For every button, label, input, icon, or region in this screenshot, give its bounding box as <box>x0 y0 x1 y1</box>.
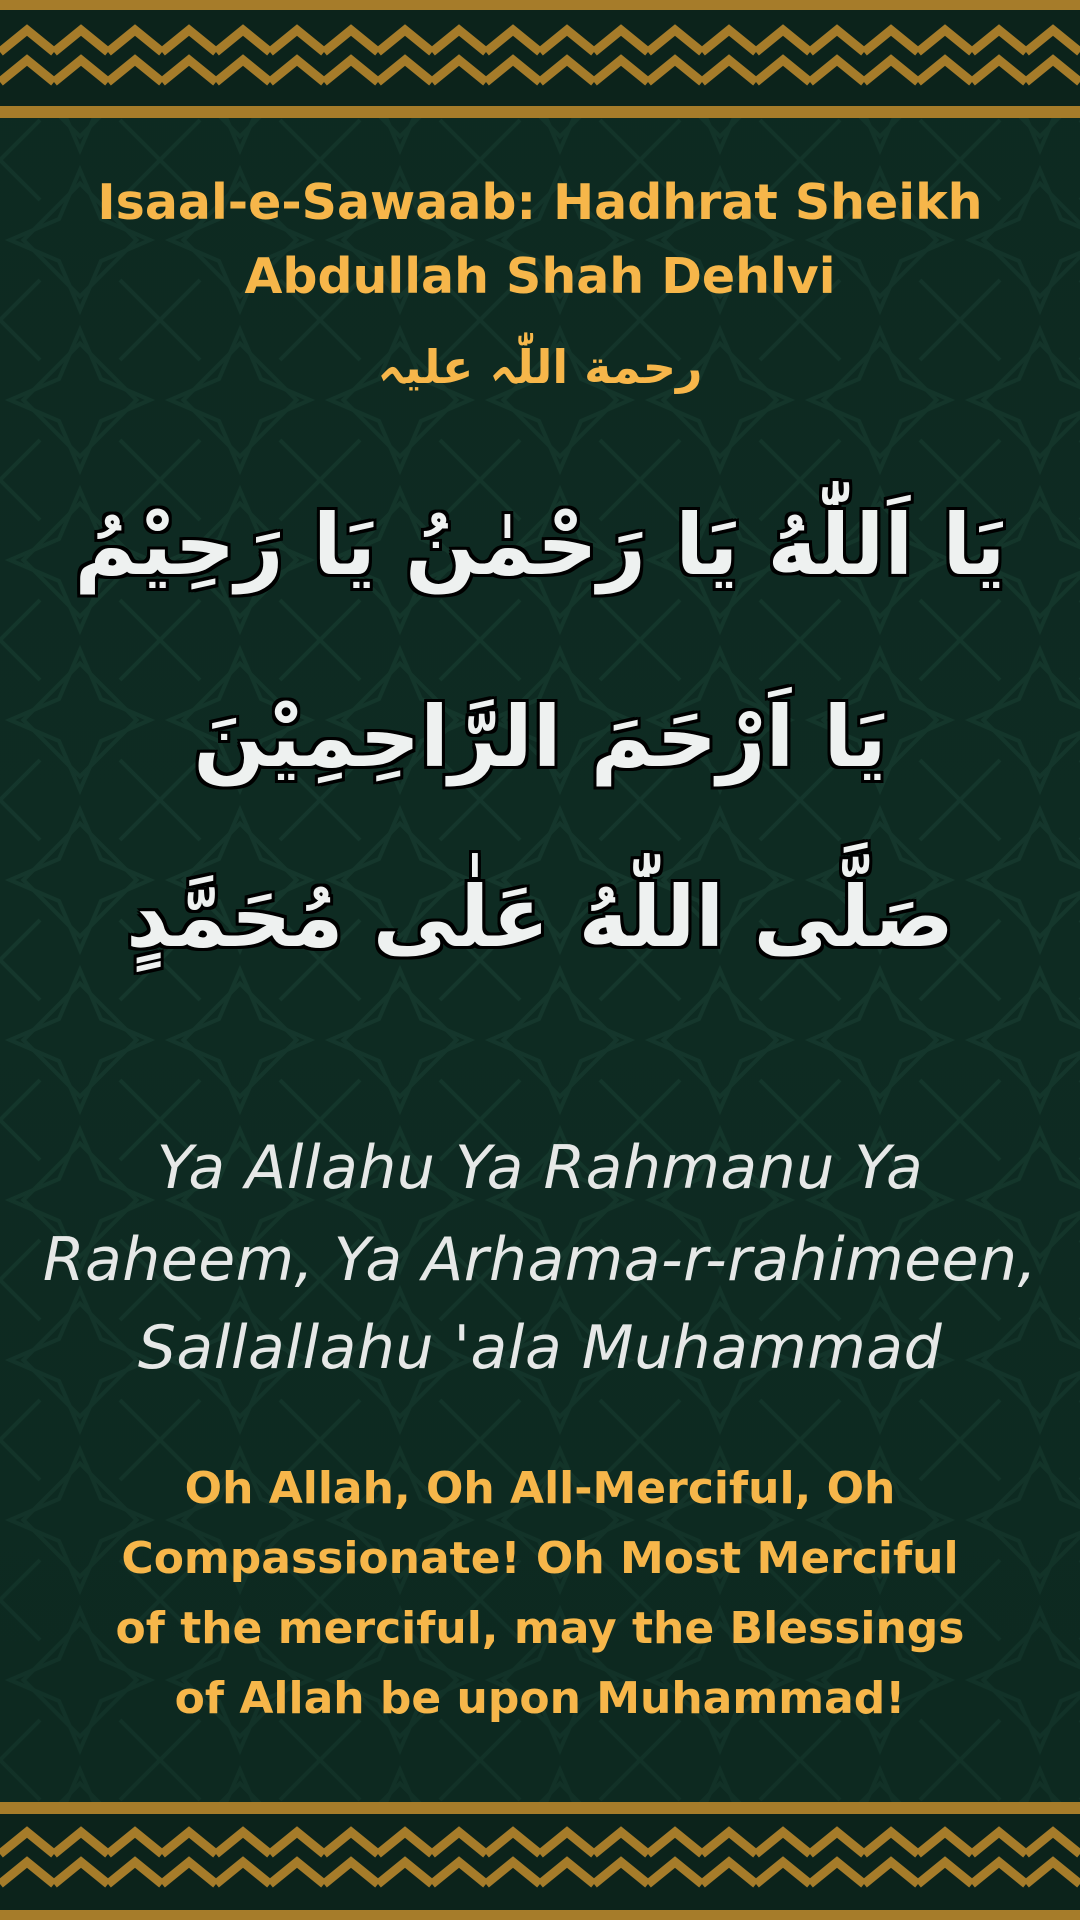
translation-line-2: Compassionate! Oh Most Merciful <box>121 1533 959 1584</box>
title-arabic-honorific: رحمة اللّٰہ علیہ <box>377 340 703 394</box>
transliteration-line-1: Ya Allahu Ya Rahmanu Ya <box>156 1133 924 1203</box>
title-line-2: Abdullah Shah Dehlvi <box>244 248 836 305</box>
translation-line-3: of the merciful, may the Blessings <box>115 1603 965 1654</box>
dua-arabic-line-2: يَا اَرْحَمَ الرَّاحِمِيْنَ <box>193 688 887 786</box>
dua-arabic-line-3: صَلَّى اللّٰهُ عَلٰى مُحَمَّدٍ <box>126 868 954 966</box>
translation-line-4: of Allah be upon Muhammad! <box>174 1673 906 1724</box>
transliteration-line-2: Raheem, Ya Arhama-r-rahimeen, <box>42 1225 1038 1295</box>
title-line-1: Isaal-e-Sawaab: Hadhrat Sheikh <box>97 174 983 231</box>
dua-arabic-line-1: يَا اَللّٰهُ يَا رَحْمٰنُ يَا رَحِيْمُ <box>74 496 1006 594</box>
translation-line-1: Oh Allah, Oh All-Merciful, Oh <box>184 1463 896 1514</box>
transliteration-line-3: Sallallahu 'ala Muhammad <box>137 1313 943 1383</box>
